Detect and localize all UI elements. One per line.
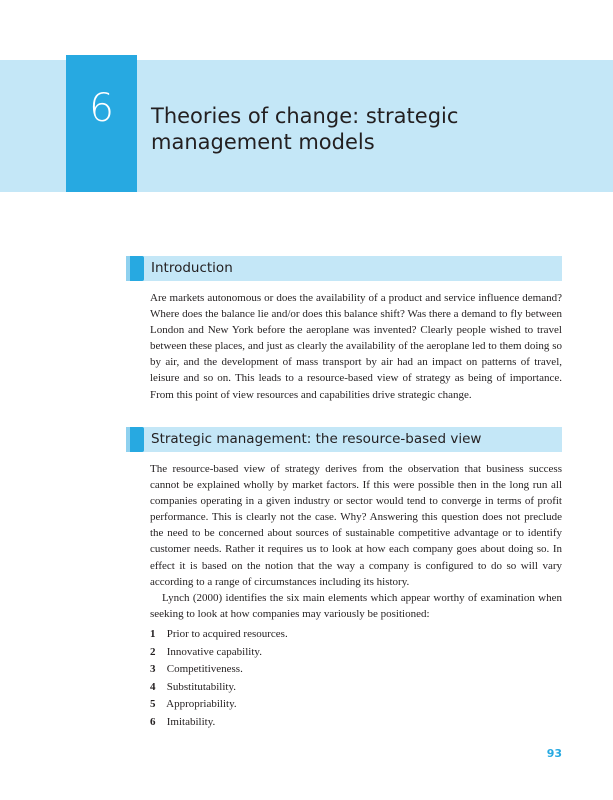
list-item: [150, 644, 562, 662]
list-item-text: Competitiveness.: [166, 663, 243, 675]
list-item-number: 4: [150, 680, 156, 693]
chapter-number: 6: [89, 86, 114, 131]
elements-list: [150, 626, 562, 731]
list-item: [150, 714, 562, 732]
list-item-text: Prior to acquired resources.: [166, 628, 288, 640]
list-item-number: 6: [150, 715, 156, 728]
list-item-text: Appropriability.: [166, 698, 237, 710]
section-heading-introduction: Introduction: [151, 260, 233, 276]
list-item: [150, 626, 562, 644]
list-item: [150, 696, 562, 714]
lynch-paragraph: Lynch (2000) identifies the six main elements which appear worthy of examination when seeking to look at how companies may variously be positioned:: [150, 592, 562, 621]
section-heading-bar-introduction: [126, 256, 562, 281]
list-item-number: 3: [150, 663, 156, 675]
chapter-number-block: [66, 55, 137, 192]
section-heading-resource-based-view: Strategic management: the resource-based view: [151, 431, 482, 447]
introduction-paragraph: Are markets autonomous or does the availability of a product and service influence demand? Where does the balance lie and/or does this balance shift? Was there a demand to fly between London and New York before the aeroplane was invented? Clearly people wished to travel between these places, and just as clearly the availability of the aeroplane led to them doing so by air, and the development of mass transport by air had an impact on patterns of travel, leisure and so on. This leads to a resource-based view of strategy as being of importance. From this point of view resources and capabilities drive strategic change.: [150, 292, 562, 401]
list-item: [150, 679, 562, 697]
page-number: 93: [546, 747, 562, 760]
list-item-text: Innovative capability.: [166, 645, 262, 658]
resource-based-view-paragraph: The resource-based view of strategy derives from the observation that business success cannot be explained wholly by market factors. If this were possible then in the long run all companies operating in a given industry or sector would tend to converge in terms of profit performance. This is clearly not the case. Why? Answering this question does not preclude the need to be concerned about sources of sustainable competitive advantage or to identify customer needs. Rather it requires us to look at how each company goes about doing so. In effect it is based on the notion that the way a company is configured to do so will vary according to a range of circumstances including its history.: [150, 463, 562, 588]
section-heading-bar-resource-based-view: [126, 427, 562, 452]
list-item-number: 1: [150, 628, 156, 640]
list-item-number: 2: [150, 645, 156, 658]
chapter-title: Theories of change: strategic management models: [151, 104, 459, 154]
section-marker-stripe: [126, 427, 130, 452]
section-marker-stripe: [126, 256, 130, 281]
list-item: [150, 661, 562, 679]
list-item-text: Imitability.: [166, 715, 216, 728]
list-item-number: 5: [150, 698, 156, 710]
list-item-text: Substitutability.: [166, 680, 237, 693]
